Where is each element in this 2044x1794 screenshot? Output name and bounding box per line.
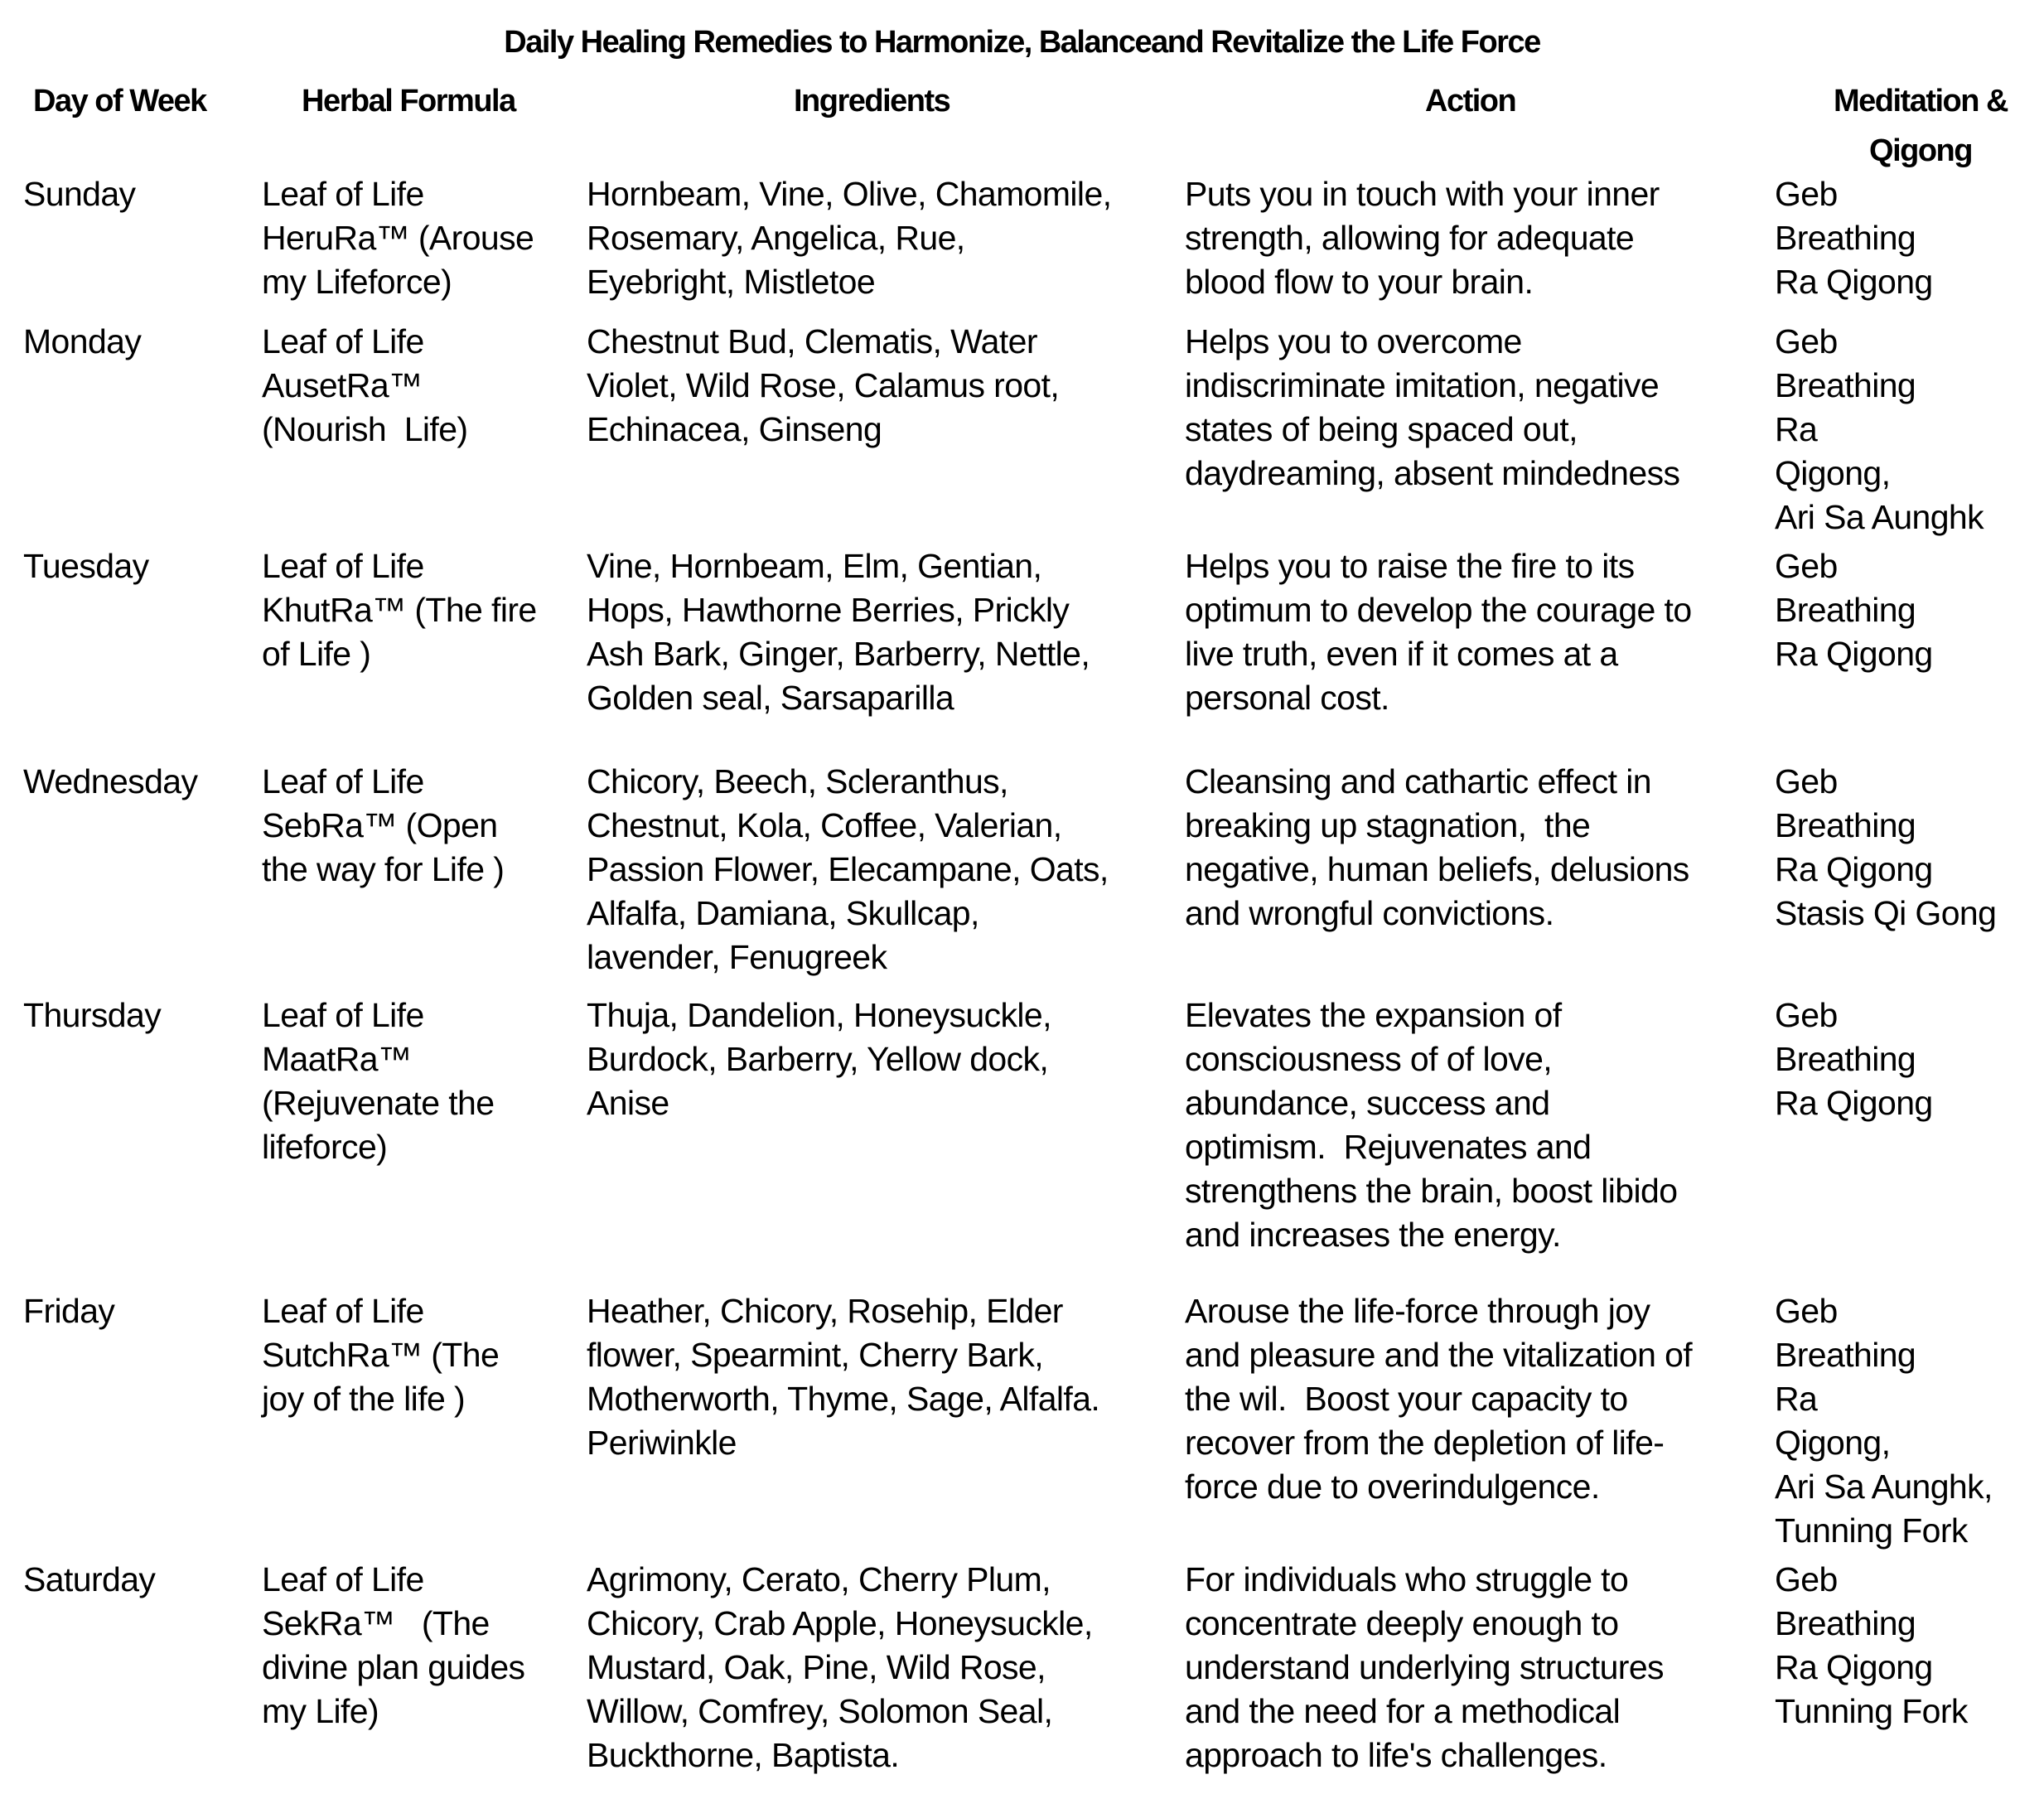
action-cell-line: and pleasure and the vitalization of (1185, 1336, 1693, 1374)
ingredients-cell (587, 544, 1090, 720)
herbal-formula-cell (262, 1289, 499, 1421)
action-cell (1185, 544, 1692, 720)
header-ingredients: Ingredients (794, 84, 950, 118)
action-cell-line: and wrongful convictions. (1185, 894, 1554, 932)
herbal-formula-cell-line: Leaf of Life (262, 1292, 424, 1330)
meditation-cell-line: Ari Sa Aunghk (1775, 498, 1984, 536)
ingredients-cell-line: Burdock, Barberry, Yellow dock, (587, 1040, 1049, 1078)
meditation-cell-line: Breathing (1775, 1336, 1916, 1374)
ingredients-cell-line: Anise (587, 1084, 669, 1122)
meditation-cell-line: Geb (1775, 175, 1838, 213)
ingredients-cell-line: Thuja, Dandelion, Honeysuckle, (587, 996, 1051, 1034)
ingredients-cell (587, 320, 1059, 452)
meditation-cell-line: Tunning Fork (1775, 1692, 1968, 1730)
meditation-cell-line: Ra Qigong (1775, 1648, 1933, 1686)
action-cell-line: daydreaming, absent mindedness (1185, 454, 1680, 492)
day-cell (23, 994, 161, 1037)
action-cell-line: Helps you to raise the fire to its (1185, 547, 1635, 585)
herbal-formula-cell-line: SekRa™ (The (262, 1604, 490, 1642)
ingredients-cell (587, 172, 1111, 304)
document-title: Daily Healing Remedies to Harmonize, Balanceand Revitalize the Life Force (504, 25, 1540, 60)
meditation-cell-line: Qigong, (1775, 454, 1891, 492)
ingredients-cell-line: Periwinkle (587, 1424, 737, 1462)
action-cell (1185, 760, 1689, 936)
meditation-cell (1775, 320, 1984, 539)
herbal-formula-cell-line: (Rejuvenate the (262, 1084, 495, 1122)
meditation-cell-line: Geb (1775, 996, 1838, 1034)
action-cell-line: strength, allowing for adequate (1185, 219, 1635, 257)
herbal-formula-cell-line: joy of the life ) (262, 1380, 466, 1418)
day-cell (23, 544, 149, 588)
action-cell-line: consciousness of of love, (1185, 1040, 1553, 1078)
header-meditation-qigong (1805, 76, 2037, 176)
action-cell (1185, 1558, 1664, 1777)
day-cell-line: Friday (23, 1292, 115, 1330)
ingredients-cell (587, 1289, 1099, 1465)
action-cell-line: understand underlying structures (1185, 1648, 1664, 1686)
day-cell-line: Thursday (23, 996, 162, 1034)
meditation-cell-line: Ra (1775, 410, 1818, 448)
day-cell-line: Saturday (23, 1560, 156, 1598)
action-cell-line: personal cost. (1185, 679, 1389, 717)
meditation-cell-line: Breathing (1775, 591, 1916, 629)
herbal-formula-cell-line: Leaf of Life (262, 996, 424, 1034)
meditation-cell-line: Geb (1775, 322, 1838, 360)
action-cell (1185, 1289, 1692, 1509)
day-cell (23, 1558, 155, 1602)
ingredients-cell-line: Agrimony, Cerato, Cherry Plum, (587, 1560, 1051, 1598)
action-cell-line: live truth, even if it comes at a (1185, 635, 1618, 673)
day-cell (23, 1289, 114, 1333)
meditation-cell-line: Tunning Fork (1775, 1511, 1968, 1550)
action-cell (1185, 320, 1679, 496)
day-cell-line: Sunday (23, 175, 136, 213)
header-meditation-line1: Meditation & (1834, 84, 2008, 118)
day-cell (23, 760, 197, 804)
ingredients-cell (587, 760, 1109, 979)
herbal-formula-cell-line: my Lifeforce) (262, 263, 452, 301)
day-cell-line: Monday (23, 322, 142, 360)
action-cell-line: Elevates the expansion of (1185, 996, 1562, 1034)
ingredients-cell-line: Eyebright, Mistletoe (587, 263, 876, 301)
ingredients-cell-line: Buckthorne, Baptista. (587, 1736, 900, 1774)
meditation-cell-line: Geb (1775, 1292, 1838, 1330)
action-cell-line: Arouse the life-force through joy (1185, 1292, 1650, 1330)
meditation-cell-line: Ra (1775, 1380, 1818, 1418)
ingredients-cell-line: Ash Bark, Ginger, Barberry, Nettle, (587, 635, 1090, 673)
ingredients-cell-line: Chicory, Beech, Scleranthus, (587, 762, 1008, 800)
meditation-cell (1775, 1289, 1993, 1553)
herbal-formula-cell-line: (Nourish Life) (262, 410, 468, 448)
meditation-cell-line: Geb (1775, 1560, 1838, 1598)
ingredients-cell-line: Golden seal, Sarsaparilla (587, 679, 954, 717)
ingredients-cell-line: Passion Flower, Elecampane, Oats, (587, 850, 1109, 888)
action-cell-line: concentrate deeply enough to (1185, 1604, 1619, 1642)
ingredients-cell-line: Hornbeam, Vine, Olive, Chamomile, (587, 175, 1112, 213)
ingredients-cell-line: Chestnut Bud, Clematis, Water (587, 322, 1037, 360)
herbal-formula-cell-line: AusetRa™ (262, 366, 423, 404)
ingredients-cell-line: Alfalfa, Damiana, Skullcap, (587, 894, 979, 932)
header-herbal-formula: Herbal Formula (302, 84, 515, 118)
meditation-cell (1775, 544, 1933, 676)
action-cell-line: the wil. Boost your capacity to (1185, 1380, 1628, 1418)
meditation-cell (1775, 172, 1933, 304)
action-cell-line: blood flow to your brain. (1185, 263, 1534, 301)
meditation-cell-line: Breathing (1775, 1604, 1916, 1642)
herbal-formula-cell-line: the way for Life ) (262, 850, 505, 888)
ingredients-cell-line: Heather, Chicory, Rosehip, Elder (587, 1292, 1063, 1330)
ingredients-cell-line: Mustard, Oak, Pine, Wild Rose, (587, 1648, 1046, 1686)
meditation-cell-line: Breathing (1775, 806, 1916, 844)
action-cell-line: and increases the energy. (1185, 1216, 1561, 1254)
action-cell-line: and the need for a methodical (1185, 1692, 1621, 1730)
herbal-formula-cell (262, 172, 534, 304)
ingredients-cell (587, 994, 1051, 1125)
day-cell-line: Tuesday (23, 547, 149, 585)
herbal-formula-cell-line: divine plan guides (262, 1648, 525, 1686)
meditation-cell-line: Ra Qigong (1775, 263, 1933, 301)
meditation-cell-line: Ra Qigong (1775, 850, 1933, 888)
herbal-formula-cell-line: HeruRa™ (Arouse (262, 219, 534, 257)
action-cell-line: strengthens the brain, boost libido (1185, 1172, 1678, 1210)
ingredients-cell-line: lavender, Fenugreek (587, 938, 887, 976)
ingredients-cell-line: Motherworth, Thyme, Sage, Alfalfa. (587, 1380, 1100, 1418)
herbal-formula-cell (262, 320, 467, 452)
meditation-cell (1775, 760, 1996, 936)
action-cell-line: recover from the depletion of life- (1185, 1424, 1665, 1462)
day-cell (23, 172, 135, 216)
action-cell-line: indiscriminate imitation, negative (1185, 366, 1660, 404)
herbal-formula-cell-line: Leaf of Life (262, 1560, 424, 1598)
action-cell-line: For individuals who struggle to (1185, 1560, 1629, 1598)
ingredients-cell-line: Willow, Comfrey, Solomon Seal, (587, 1692, 1053, 1730)
action-cell-line: optimum to develop the courage to (1185, 591, 1692, 629)
action-cell (1185, 994, 1677, 1257)
herbal-formula-cell (262, 994, 494, 1169)
action-cell (1185, 172, 1660, 304)
meditation-cell-line: Ra Qigong (1775, 1084, 1933, 1122)
action-cell-line: Cleansing and cathartic effect in (1185, 762, 1651, 800)
ingredients-cell-line: flower, Spearmint, Cherry Bark, (587, 1336, 1044, 1374)
ingredients-cell-line: Chicory, Crab Apple, Honeysuckle, (587, 1604, 1093, 1642)
herbal-formula-cell-line: KhutRa™ (The fire (262, 591, 537, 629)
ingredients-cell-line: Rosemary, Angelica, Rue, (587, 219, 965, 257)
meditation-cell-line: Breathing (1775, 1040, 1916, 1078)
action-cell-line: states of being spaced out, (1185, 410, 1578, 448)
meditation-cell (1775, 1558, 1968, 1734)
meditation-cell-line: Stasis Qi Gong (1775, 894, 1997, 932)
action-cell-line: force due to overindulgence. (1185, 1468, 1600, 1506)
herbal-formula-cell-line: SebRa™ (Open (262, 806, 498, 844)
herbal-formula-cell (262, 760, 504, 892)
herbal-formula-cell-line: Leaf of Life (262, 762, 424, 800)
herbal-formula-cell-line: MaatRa™ (262, 1040, 412, 1078)
herbal-formula-cell-line: Leaf of Life (262, 547, 424, 585)
meditation-cell-line: Breathing (1775, 366, 1916, 404)
action-cell-line: abundance, success and (1185, 1084, 1550, 1122)
day-cell-line: Wednesday (23, 762, 198, 800)
ingredients-cell-line: Echinacea, Ginseng (587, 410, 882, 448)
header-action: Action (1425, 84, 1516, 118)
action-cell-line: Helps you to overcome (1185, 322, 1522, 360)
ingredients-cell-line: Vine, Hornbeam, Elm, Gentian, (587, 547, 1042, 585)
ingredients-cell (587, 1558, 1093, 1777)
herbal-formula-cell (262, 544, 537, 676)
meditation-cell-line: Qigong, (1775, 1424, 1891, 1462)
action-cell-line: breaking up stagnation, the (1185, 806, 1591, 844)
meditation-cell (1775, 994, 1933, 1125)
herbal-formula-cell-line: Leaf of Life (262, 322, 424, 360)
herbal-formula-cell-line: my Life) (262, 1692, 379, 1730)
meditation-cell-line: Ra Qigong (1775, 635, 1933, 673)
herbal-formula-cell-line: Leaf of Life (262, 175, 424, 213)
herbal-formula-cell-line: lifeforce) (262, 1128, 388, 1166)
action-cell-line: optimism. Rejuvenates and (1185, 1128, 1592, 1166)
meditation-cell-line: Geb (1775, 762, 1838, 800)
action-cell-line: negative, human beliefs, delusions (1185, 850, 1689, 888)
header-day-of-week: Day of Week (33, 84, 206, 118)
ingredients-cell-line: Chestnut, Kola, Coffee, Valerian, (587, 806, 1062, 844)
herbal-formula-cell-line: of Life ) (262, 635, 371, 673)
day-cell (23, 320, 141, 364)
action-cell-line: approach to life's challenges. (1185, 1736, 1607, 1774)
meditation-cell-line: Ari Sa Aunghk, (1775, 1468, 1993, 1506)
header-meditation-line2: Qigong (1869, 133, 1972, 168)
herbal-formula-cell-line: SutchRa™ (The (262, 1336, 500, 1374)
ingredients-cell-line: Violet, Wild Rose, Calamus root, (587, 366, 1060, 404)
action-cell-line: Puts you in touch with your inner (1185, 175, 1660, 213)
herbal-formula-cell (262, 1558, 524, 1734)
meditation-cell-line: Breathing (1775, 219, 1916, 257)
ingredients-cell-line: Hops, Hawthorne Berries, Prickly (587, 591, 1070, 629)
meditation-cell-line: Geb (1775, 547, 1838, 585)
